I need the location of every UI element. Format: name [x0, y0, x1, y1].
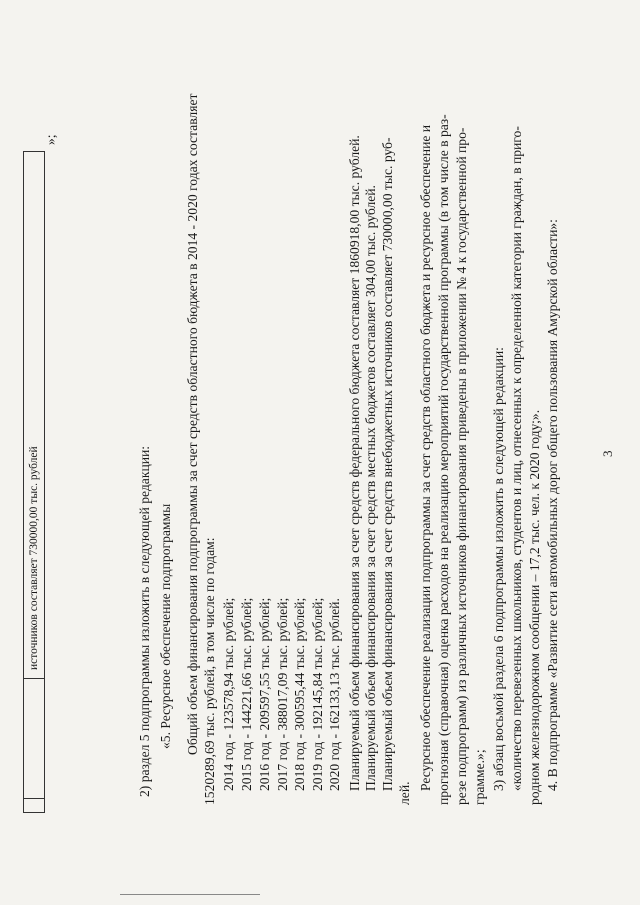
text-line-resource-1: Ресурсное обеспечение реализации подпрограммы за счет средств областного бюджета и ресурсное обеспечение и [418, 124, 433, 791]
text-line-federal: Планируемый объем финансирования за счет средств федерального бюджета составляет 1860918,00 тыс. рублей. [347, 135, 362, 791]
text-line-item-3: 3) абзац восьмой раздела 6 подпрограммы изложить в следующей редакции: [491, 347, 506, 791]
year-line-2016: 2016 год - 209597,55 тыс. рублей; [257, 597, 272, 791]
table-fragment [23, 151, 45, 813]
scan-edge-mark [120, 894, 260, 895]
text-line-quote-2: родном железнодорожном сообщении – 17,2 тыс. чел. к 2020 году;». [527, 409, 542, 805]
year-line-2017: 2017 год - 388017,09 тыс. рублей; [275, 597, 290, 791]
year-line-2019: 2019 год - 192145,84 тыс. рублей; [310, 597, 325, 791]
table-cell-text: источников составляет 730000,00 тыс. рублей [28, 446, 40, 670]
table-cell-empty-1 [24, 798, 44, 812]
text-line-item-4: 4. В подпрограмме «Развитие сети автомобильных дорог общего пользования Амурской области»: [545, 219, 560, 791]
text-line-4: 1520289,69 тыс. рублей, в том числе по годам: [202, 537, 217, 805]
section-heading: «5. Ресурсное обеспечение подпрограммы [158, 503, 173, 749]
text-line-local: Планируемый объем финансирования за счет средств местных бюджетов составляет 304,00 тыс. рублей. [363, 185, 378, 791]
text-line-resource-3: резе подпрограмм) из различных источников финансирования приведены в приложении № 4 к государственной про- [454, 127, 469, 805]
year-line-2018: 2018 год - 300595,44 тыс. рублей; [292, 597, 307, 791]
year-line-2014: 2014 год - 123578,94 тыс. рублей; [221, 597, 236, 791]
table-cell-empty-2 [24, 678, 44, 799]
text-line-lei: лей. [397, 781, 412, 805]
text-line-extrabudget: Планируемый объем финансирования за счет средств внебюджетных источников составляет 730000,00 тыс. руб- [380, 137, 395, 791]
text-line-resource-4: грамме.»; [472, 749, 487, 805]
table-closing-quote: »; [43, 134, 58, 145]
text-line-quote-1: «количество перевезенных школьников, студентов и лиц, отнесенных к определенной категории граждан, в приго- [509, 126, 524, 791]
text-line-1: 2) раздел 5 подпрограммы изложить в следующей редакции: [137, 445, 152, 797]
year-line-2015: 2015 год - 144221,66 тыс. рублей; [239, 597, 254, 791]
text-line-3: Общий объем финансирования подпрограммы за счет средств областного бюджета в 2014 - 2020 годах составляет [185, 93, 200, 755]
page-number: 3 [600, 450, 615, 457]
year-line-2020: 2020 год - 162133,13 тыс. рублей. [327, 598, 342, 791]
text-line-resource-2: прогнозная (справочная) оценка расходов на реализацию мероприятий государственной программы (в том числе в раз- [436, 114, 451, 805]
